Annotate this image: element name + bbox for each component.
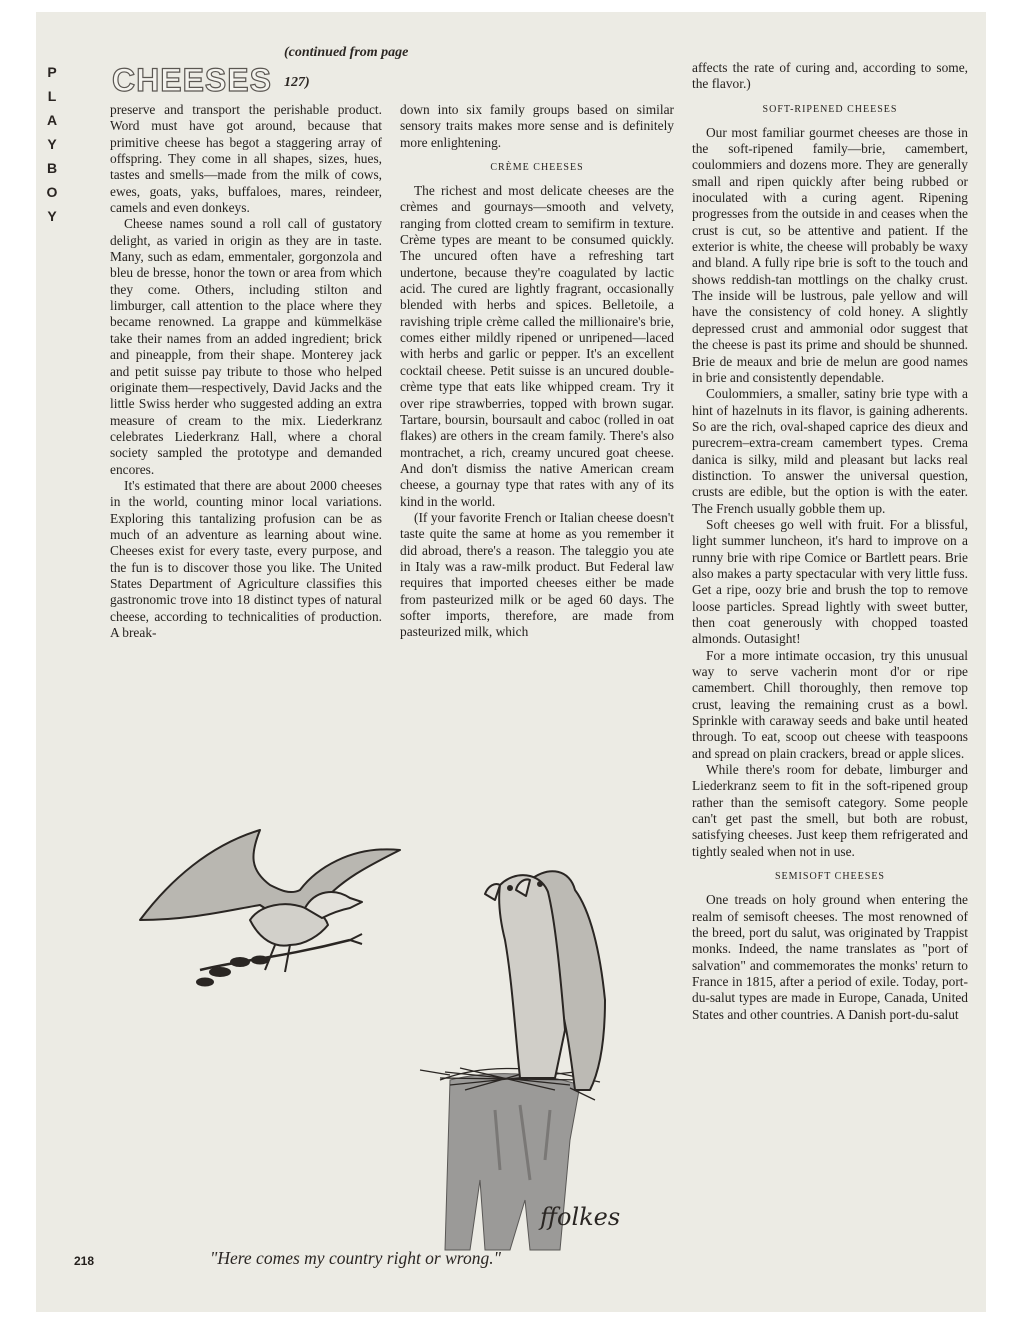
body-paragraph: Coulommiers, a smaller, satiny brie type with a hint of hazelnuts in its flavor, is gaining adherents. So are the rich, oval-shaped caprice des dieux and purecrem–extra-cream camembert types. Crema danica is silky, mild and pleasant but lacks real distinction. To answer the universal question, crusts are edible, but the option is with the eater. The French usually gobble them up. (692, 386, 968, 516)
body-paragraph: affects the rate of curing and, according to some, the flavor.) (692, 60, 968, 92)
masthead-letter: L (47, 88, 57, 104)
masthead-letter: Y (47, 136, 57, 152)
masthead-letter: B (46, 160, 58, 176)
page-number: 218 (74, 1254, 95, 1268)
artist-signature: ffolkes (540, 1203, 621, 1231)
subheading: SEMISOFT CHEESES (774, 871, 885, 883)
text-column-1 (110, 102, 382, 641)
text-column-2 (400, 102, 674, 641)
body-paragraph: down into six family groups based on similar sensory traits makes more sense and is definitely more enlightening. (400, 102, 674, 150)
text-column-3 (692, 60, 968, 1023)
cartoon-caption: "Here comes my country right or wrong." (210, 1248, 501, 1268)
subheading: CRÈME CHEESES (490, 162, 584, 174)
cartoon-illustration (100, 810, 680, 1270)
continued-note: (continued from page 127) (283, 45, 409, 90)
masthead-letter: Y (47, 208, 57, 224)
masthead-letter: A (46, 112, 58, 128)
section-title: CHEESES (112, 62, 272, 98)
subheading: SOFT-RIPENED CHEESES (762, 103, 898, 115)
body-paragraph: While there's room for debate, limburger and Liederkranz seem to fit in the soft-ripened group rather than the semisoft category. Some people can't get past the smell, but both are robust, satisfying cheeses. Just keep them refrigerated and tightly sealed when not in use. (692, 762, 968, 859)
body-paragraph: preserve and transport the perishable product. Word must have got around, because that primitive cheese has begot a staggering array of offspring. They come in all shapes, sizes, hues, tastes and smells—made from the milk of cows, ewes, goats, yaks, buffaloes, mares, reindeer, camels and even donkeys. (110, 102, 382, 216)
body-paragraph: Soft cheeses go well with fruit. For a blissful, light summer luncheon, it's hard to improve on a runny brie with ripe Comice or Bartlett pears. Brie also makes a party spectacular with very little fuss. Get a ripe, oozy brie and brush the top to remove loose particles. Spread lightly with sweet butter, then coat generously with chopped toasted almonds. Outasight! (692, 516, 968, 647)
body-paragraph: (If your favorite French or Italian cheese doesn't taste quite the same at home as you remember it did abroad, there's a reason. The taleggio you ate in Italy was a raw-milk product. But Federal law requires that imported cheeses either be made from pasteurized milk or be aged 60 days. The softer imports, therefore, are made from pasteurized milk, which (400, 509, 674, 640)
body-paragraph: The richest and most delicate cheeses are the crèmes and gournays—smooth and velvety, ranging from clotted cream to semifirm in texture. Crème types are meant to be consumed quickly. The uncured often have a refreshing tart undertone, because they're coagulated by lactic acid. The cured are lightly fragrant, occasionally blended with herbs and spices. Belletoile, a ravishing triple crème called the millionaire's brie, comes either mildly ripened or unripened—laced with herbs and garlic or pepper. It's an excellent cocktail cheese. Petit suisse is an uncured double-crème type that eats like whipped cream. Try it over ripe strawberries, topped with brown sugar. Tartare, boursin, boursault and caboc (rolled in oat flakes) are others in the cream family. There's also montrachet, a rich, creamy uncured goat cheese. And don't dismiss the native American cream cheese, a gournay type that rates with any of its kind in the world. (400, 183, 674, 509)
body-paragraph: Our most familiar gourmet cheeses are those in the soft-ripened family—brie, camembert, coulommiers and dozens more. They are generally small and ripen quickly after being rubbed or inoculated with a curing agent. Ripening progresses from the outside in and ceases when the crust is cut, so be attentive and patient. If the exterior is white, the cheese will probably be waxy and bland. A fully ripe brie is soft to the touch and shows reddish-tan mottlings on the chalky crust. The inside will be lustrous, pale yellow and will have the consistency of cold honey. A slightly depressed crust and ammonial odor suggest that the cheese is past its prime and should be shunned. Brie de meaux and brie de melun are good names in brie and consistently dependable. (692, 124, 968, 385)
masthead-letter: P (47, 64, 57, 80)
body-paragraph: For a more intimate occasion, try this unusual way to serve vacherin mont d'or or ripe camembert. Chill thoroughly, then remove top crust, leaving the remaining crust as a bowl. Sprinkle with caraway seeds and bake until heated through. To eat, scoop out cheese with teaspoons and spread on plain crackers, bread or apple slices. (692, 647, 968, 761)
body-paragraph: One treads on holy ground when entering the realm of semisoft cheeses. The most renowned of the breed, port du salut, was originated by Trappist monks. Indeed, the name translates as "port of salvation" and commemorates the monks' return to France in 1815, after a period of exile. Today, port-du-salut types are made in Europe, Canada, United States and other countries. A Danish port-du-salut (692, 892, 968, 1022)
flying-eagle-drawing (140, 830, 400, 986)
perched-eagles-drawing (485, 871, 605, 1090)
magazine-masthead-vertical (40, 60, 64, 228)
body-paragraph: It's estimated that there are about 2000 cheeses in the world, counting minor local variations. Exploring this tantalizing profusion can be as much of an adventure as learning about wine. Cheeses exist for every taste, every purpose, and the fun is to discover those you like. The United States Department of Agriculture classifies this gastronomic trove into 18 distinct types of natural cheese, according to technicalities of production. A break- (110, 477, 382, 640)
masthead-letter: O (46, 184, 58, 200)
body-paragraph: Cheese names sound a roll call of gustatory delight, as varied in origin as they are in taste. Many, such as edam, emmentaler, gorgonzola and bleu de bresse, honor the town or area from which they come. Others, including stilton and limburger, call attention to the place where they became renowned. La grappe and kümmelkäse take their names from an added ingredient; brick and pineapple, from their shape. Monterey jack and petit suisse pay tribute to those who helped originate them—respectively, David Jacks and the little Swiss herder who suggested adding an extra measure of cream to the mix. Liederkranz celebrates Liederkranz Hall, where a choral society sampled the prototype and demanded encores. (110, 216, 382, 477)
section-header (112, 45, 432, 98)
